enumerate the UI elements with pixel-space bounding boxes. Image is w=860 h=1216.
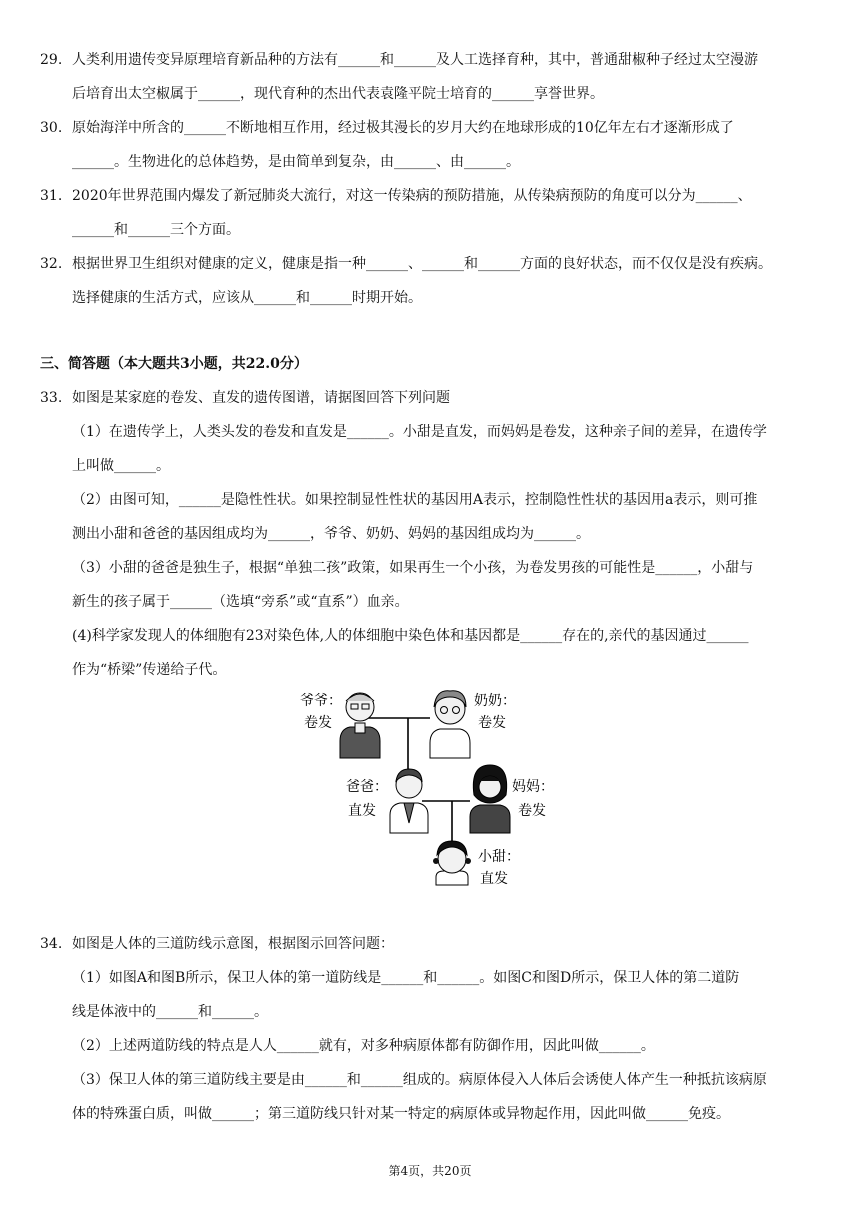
grandma-figure	[430, 691, 470, 758]
q33-part1-line-1: （1）在遗传学上，人类头发的卷发和直发是______。小甜是直发，而妈妈是卷发，这种亲子间的差异，在遗传学	[72, 424, 767, 440]
section-3-title: 三、简答题（本大题共3小题，共22.0分）	[40, 356, 308, 372]
q32-line-2: 选择健康的生活方式，应该从______和______时期开始。	[72, 290, 422, 306]
grandpa-trait: 卷发	[304, 715, 332, 731]
q32-number: 32.	[40, 256, 63, 272]
q33-part2-line-2: 测出小甜和爸爸的基因组成均为______，爷爷、奶奶、妈妈的基因组成均为______。	[72, 526, 590, 542]
q33-part1-line-2: 上叫做______。	[72, 458, 170, 474]
grandma-label: 奶奶：	[474, 693, 516, 709]
q29-line-1: 人类利用遗传变异原理培育新品种的方法有______和______及人工选择育种，其中，普通甜椒种子经过太空漫游	[72, 52, 758, 68]
q34-number: 34.	[40, 936, 63, 952]
q32-line-1: 根据世界卫生组织对健康的定义，健康是指一种______、______和______方面的良好状态，而不仅仅是没有疾病。	[72, 256, 772, 272]
q34-part3-line-1: （3）保卫人体的第三道防线主要是由______和______组成的。病原体侵入人体后会诱使人体产生一种抵抗该病原	[72, 1072, 767, 1088]
dad-label: 爸爸：	[346, 779, 388, 795]
q30-line-1: 原始海洋中所含的______不断地相互作用，经过极其漫长的岁月大约在地球形成的10亿年左右才逐渐形成了	[72, 120, 734, 136]
q33-part3-line-2: 新生的孩子属于______（选填“旁系”或“直系”）血亲。	[72, 594, 409, 610]
q33-part4-line-1: (4)科学家发现人的体细胞有23对染色体,人的体细胞中染色体和基因都是______存在的,亲代的基因通过______	[72, 628, 749, 644]
q34-part1-line-2: 线是体液中的______和______。	[72, 1004, 268, 1020]
dad-trait: 直发	[348, 803, 376, 819]
q34-intro: 如图是人体的三道防线示意图，根据图示回答问题：	[72, 936, 394, 952]
mom-figure	[470, 765, 510, 833]
q29-number: 29.	[40, 52, 63, 68]
child-figure	[433, 841, 471, 885]
q33-part3-line-1: （3）小甜的爸爸是独生子，根据“单独二孩”政策，如果再生一个小孩，为卷发男孩的可能性是______，小甜与	[72, 560, 754, 576]
q30-line-2: ______。生物进化的总体趋势，是由简单到复杂，由______、由______。	[72, 154, 520, 170]
q29-line-2: 后培育出太空椒属于______，现代育种的杰出代表袁隆平院士培育的______享誉世界。	[72, 86, 604, 102]
q33-part4-line-2: 作为“桥梁”传递给子代。	[72, 662, 227, 678]
q31-line-2: ______和______三个方面。	[72, 222, 240, 238]
child-label: 小甜：	[478, 849, 520, 865]
q31-number: 31.	[40, 188, 63, 204]
mom-trait: 卷发	[518, 803, 546, 819]
page-footer: 第4页，共20页	[388, 1164, 472, 1178]
child-trait: 直发	[480, 871, 508, 887]
q34-part1-line-1: （1）如图A和图B所示，保卫人体的第一道防线是______和______。如图C和图D所示，保卫人体的第二道防	[72, 970, 740, 986]
grandpa-figure	[340, 693, 380, 758]
q33-part2-line-1: （2）由图可知，______是隐性性状。如果控制显性性状的基因用A表示，控制隐性性状的基因用a表示，则可推	[72, 492, 758, 508]
grandma-trait: 卷发	[478, 715, 506, 731]
grandpa-label: 爷爷：	[300, 693, 342, 709]
q31-line-1: 2020年世界范围内爆发了新冠肺炎大流行，对这一传染病的预防措施，从传染病预防的角度可以分为______、	[72, 188, 752, 204]
q33-intro: 如图是某家庭的卷发、直发的遗传图谱，请据图回答下列问题	[72, 390, 450, 406]
q34-part3-line-2: 体的特殊蛋白质，叫做______；第三道防线只针对某一特定的病原体或异物起作用，因此叫做______免疫。	[72, 1106, 730, 1122]
pedigree-figure	[300, 683, 554, 895]
mom-label: 妈妈：	[512, 779, 554, 795]
q30-number: 30.	[40, 120, 63, 136]
q34-part2: （2）上述两道防线的特点是人人______就有，对多种病原体都有防御作用，因此叫做______。	[72, 1038, 655, 1054]
q33-number: 33.	[40, 390, 63, 406]
